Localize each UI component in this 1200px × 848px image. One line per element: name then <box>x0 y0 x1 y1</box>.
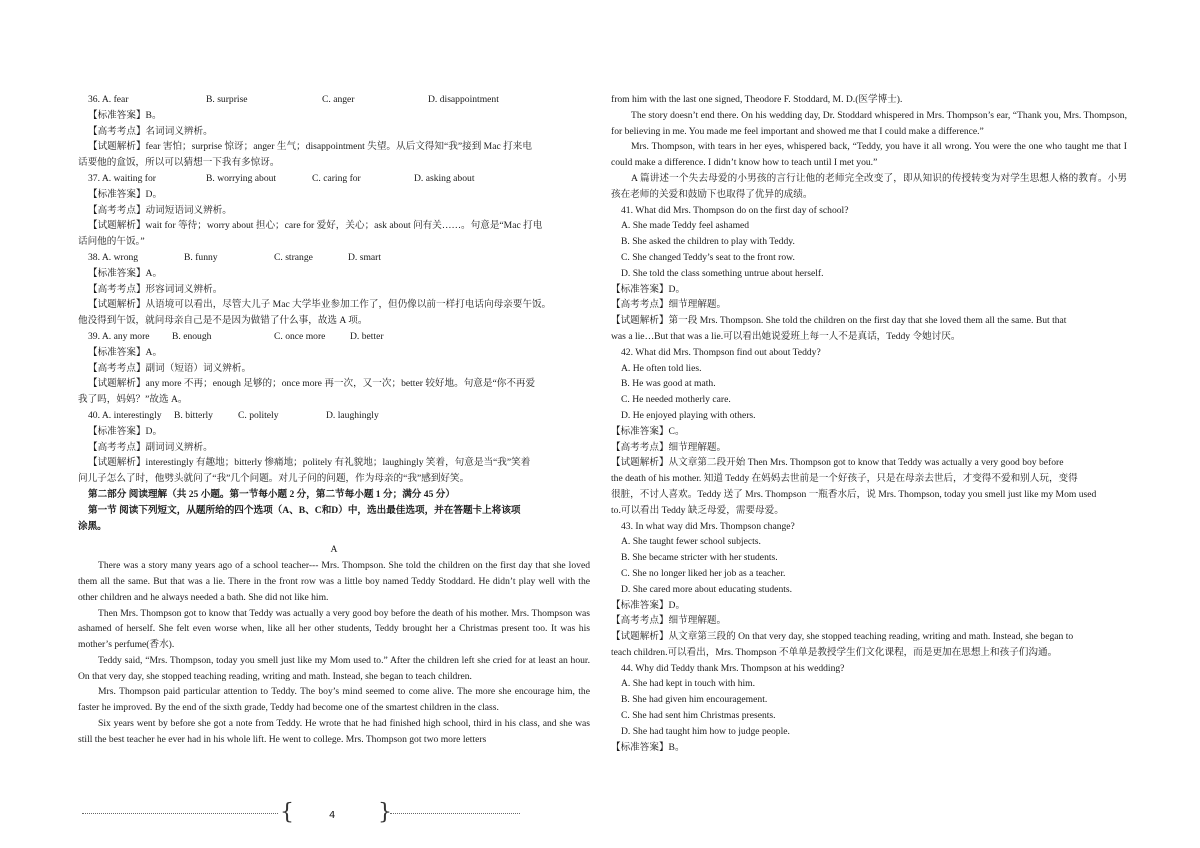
q39-option-b: B. enough <box>172 330 212 342</box>
q38-option-a: 38. A. wrong <box>88 251 139 263</box>
q36-options <box>78 92 590 108</box>
q41-stem: 41. What did Mrs. Thompson do on the first day of school? <box>621 204 849 216</box>
q37-answer: 【标准答案】D。 <box>88 188 163 200</box>
q43-stem: 43. In what way did Mrs. Thompson change? <box>621 520 795 532</box>
q36-explanation-2: 话要他的盒饭，所以可以猜想一下我有多惊讶。 <box>78 157 280 169</box>
q43-option-d: D. She cared more about educating students. <box>621 583 793 595</box>
q43-option-a: A. She taught fewer school subjects. <box>621 536 761 548</box>
q38-options <box>78 250 590 266</box>
footer-left-rule <box>82 813 278 814</box>
q37-option-c: C. caring for <box>312 172 361 184</box>
q42-stem: 42. What did Mrs. Thompson find out about Teddy? <box>621 346 821 358</box>
q37-key-point: 【高考考点】动词短语词义辨析。 <box>88 204 232 216</box>
passage-paragraph-3: Teddy said, “Mrs. Thompson, today you smell just like my Mom used to.” After the children left she cried for at least an hour. On that very day, she stopped teaching reading, writing and math. Instead, she began to teach children. <box>78 654 590 682</box>
passage-paragraph-2: Then Mrs. Thompson got to know that Teddy was actually a very good boy before the death of his mother. Mrs. Thompson was ashamed of herself. She felt even worse when, like all her other students, Teddy brought her a Christmas present too. It was his mother’s perfume(香水). <box>78 607 590 651</box>
q42-answer: 【标准答案】C。 <box>611 425 685 437</box>
q42-explanation-3: 很脏，不讨人喜欢。Teddy 送了 Mrs. Thompson 一瓶香水后，说 Mrs. Thompson, today you smell just like my Mom used <box>611 488 1097 500</box>
page-number: 4 <box>329 810 336 821</box>
q40-options <box>78 408 590 424</box>
q36-option-d: D. disappointment <box>428 94 499 105</box>
q42-option-d: D. He enjoyed playing with others. <box>621 409 756 421</box>
footer-right-brace: } <box>378 800 392 825</box>
q39-options <box>78 329 590 345</box>
q43-option-c: C. She no longer liked her job as a teacher. <box>621 567 786 579</box>
passage-title: A <box>330 544 338 556</box>
q38-key-point: 【高考考点】形容词词义辨析。 <box>88 283 223 295</box>
passage-continuation: from him with the last one signed, Theodore F. Stoddard, M. D.(医学博士). <box>611 94 903 105</box>
q37-explanation-2: 话问他的午饭。” <box>78 236 145 248</box>
q38-option-d: D. smart <box>348 251 382 263</box>
q38-option-c: C. strange <box>274 251 313 263</box>
q40-answer: 【标准答案】D。 <box>88 425 163 437</box>
q40-key-point: 【高考考点】副词词义辨析。 <box>88 441 213 453</box>
q44-option-b: B. She had given him encouragement. <box>621 694 768 706</box>
q39-option-a: 39. A. any more <box>88 330 150 342</box>
q36-answer: 【标准答案】B。 <box>88 109 162 121</box>
q41-explanation-2: was a lie…But that was a lie.可以看出她说爱班上每一人不是真话，Teddy 令她讨厌。 <box>611 330 961 342</box>
q41-option-a: A. She made Teddy feel ashamed <box>621 220 750 232</box>
passage-paragraph-7: Mrs. Thompson, with tears in her eyes, whispered back, “Teddy, you have it all wrong. You were the one who taught me that I could make a difference. I didn’t know how to teach until I met you.” <box>611 141 1127 169</box>
q37-options <box>78 171 590 187</box>
q38-explanation-1: 【试题解析】从语境可以看出，尽管大儿子 Mac 大学毕业参加工作了，但仍像以前一样打电话向母亲要午饭。 <box>88 299 552 311</box>
passage-summary: A 篇讲述一个失去母爱的小男孩的言行让他的老师完全改变了，即从知识的传授转变为对学生思想人格的教育。小男孩在老师的关爱和鼓励下也取得了优异的成绩。 <box>611 172 1127 200</box>
q41-key-point: 【高考考点】细节理解题。 <box>611 299 727 311</box>
q42-explanation-2: the death of his mother. 知道 Teddy 在妈妈去世前是一个好孩子，只是在母亲去世后，才变得不爱和别人玩，变得 <box>611 473 1078 485</box>
q36-option-b: B. surprise <box>206 94 248 105</box>
q41-option-d: D. She told the class something untrue about herself. <box>621 267 824 279</box>
q40-explanation-1: 【试题解析】interestingly 有趣地；bitterly 惨痛地；politely 有礼貌地；laughingly 笑着，句意是当“我”笑着 <box>88 457 531 469</box>
q44-option-a: A. She had kept in touch with him. <box>621 678 756 690</box>
left-column <box>78 92 590 748</box>
q40-option-b: B. bitterly <box>174 409 213 421</box>
section1-instructions-cont: 涂黑。 <box>78 520 107 532</box>
q42-option-c: C. He needed motherly care. <box>621 394 731 406</box>
passage-paragraph-5: Six years went by before she got a note from Teddy. He wrote that he had finished high school, third in his class, and she was still the best teacher he ever had in his whole lift. He went to college. Mrs. Thompson got two more letters <box>78 718 590 745</box>
q37-explanation-1: 【试题解析】wait for 等待；worry about 担心；care for 爱好，关心；ask about 问有关……。句意是“Mac 打电 <box>88 220 543 232</box>
q44-answer: 【标准答案】B。 <box>611 741 685 753</box>
passage-paragraph-6: The story doesn’t end there. On his wedding day, Dr. Stoddard whispered in Mrs. Thompson’s ear, “Thank you, Mrs. Thompson, for believing in me. You made me feel important and showed me that I could make a difference.” <box>611 109 1127 137</box>
q37-option-a: 37. A. waiting for <box>88 172 156 184</box>
q38-explanation-2: 他没得到午饭，就问母亲自己是不是因为做错了什么事，故选 A 项。 <box>78 315 368 327</box>
q44-stem: 44. Why did Teddy thank Mrs. Thompson at his wedding? <box>621 662 845 674</box>
q40-option-a: 40. A. interestingly <box>88 409 162 421</box>
passage-paragraph-4: Mrs. Thompson paid particular attention to Teddy. The boy’s mind seemed to come alive. The more she encourage him, the faster he improved. By the end of the sixth grade, Teddy had become one of the smartest children in the class. <box>78 686 590 714</box>
q43-answer: 【标准答案】D。 <box>611 599 686 611</box>
q37-option-d: D. asking about <box>414 172 475 184</box>
q36-explanation-1: 【试题解析】fear 害怕；surprise 惊讶；anger 生气；disappointment 失望。从后文得知“我”接到 Mac 打来电 <box>88 141 532 153</box>
q36-option-a: 36. A. fear <box>88 94 129 105</box>
q41-option-c: C. She changed Teddy’s seat to the front row. <box>621 251 795 263</box>
q38-answer: 【标准答案】A。 <box>88 267 163 279</box>
section1-instructions: 第一节 阅读下列短文，从题所给的四个选项（A、B、C和D）中，选出最佳选项，并在答题卡上将该项 <box>88 504 521 516</box>
q42-option-a: A. He often told lies. <box>621 362 702 374</box>
part2-heading: 第二部分 阅读理解（共 25 小题。第一节每小题 2 分，第二节每小题 1 分；满分 45 分） <box>88 488 455 500</box>
q43-explanation-2: teach children.可以看出，Mrs. Thompson 不单单是教授学生们文化课程，而是更加在思想上和孩子们沟通。 <box>611 646 1058 658</box>
q39-explanation-2: 我了吗，妈妈？”故选 A。 <box>78 394 188 406</box>
q41-option-b: B. She asked the children to play with Teddy. <box>621 236 795 248</box>
q37-option-b: B. worrying about <box>206 172 277 184</box>
q36-key-point: 【高考考点】名词词义辨析。 <box>88 125 213 137</box>
q39-key-point: 【高考考点】副词（短语）词义辨析。 <box>88 362 252 374</box>
passage-paragraph-1: There was a story many years ago of a school teacher--- Mrs. Thompson. She told the children on the first day that she loved them all the same. But that was a lie. There in the front row was a little boy named Teddy Stoddard. He didn’t play well with the other children and he always needed a bath. She did not like him. <box>78 560 590 603</box>
q43-option-b: B. She became stricter with her students. <box>621 552 778 564</box>
q42-explanation-4: to.可以看出 Teddy 缺乏母爱，需要母爱。 <box>611 504 784 516</box>
q40-option-c: C. politely <box>238 409 279 421</box>
q39-option-d: D. better <box>350 330 384 342</box>
q40-option-d: D. laughingly <box>326 409 379 421</box>
page-footer <box>0 800 1200 830</box>
footer-left-brace: { <box>280 800 294 825</box>
q43-explanation-1: 【试题解析】从文章第三段的 On that very day, she stopped teaching reading, writing and math. Instead, she began to <box>611 631 1074 643</box>
q41-answer: 【标准答案】D。 <box>611 283 686 295</box>
right-column <box>611 92 1127 755</box>
q39-answer: 【标准答案】A。 <box>88 346 163 358</box>
q43-key-point: 【高考考点】细节理解题。 <box>611 615 727 627</box>
footer-right-rule <box>390 813 520 814</box>
q39-option-c: C. once more <box>274 330 326 342</box>
q44-option-c: C. She had sent him Christmas presents. <box>621 710 776 722</box>
q42-option-b: B. He was good at math. <box>621 378 716 390</box>
q42-key-point: 【高考考点】细节理解题。 <box>611 441 727 453</box>
q41-explanation-1: 【试题解析】第一段 Mrs. Thompson. She told the children on the first day that she loved them all the same. But that <box>611 315 1067 327</box>
q40-explanation-2: 问儿子怎么了时，他劈头就问了“我”几个问题。对儿子问的问题，作为母亲的“我”感到好笑。 <box>78 473 470 485</box>
q39-explanation-1: 【试题解析】any more 不再；enough 足够的；once more 再一次，又一次；better 较好地。句意是“你不再爱 <box>88 378 536 390</box>
q38-option-b: B. funny <box>184 251 218 263</box>
q36-option-c: C. anger <box>322 94 355 105</box>
q44-option-d: D. She had taught him how to judge people. <box>621 725 790 737</box>
q42-explanation-1: 【试题解析】从文章第二段开始 Then Mrs. Thompson got to know that Teddy was actually a very good boy before <box>611 457 1064 469</box>
